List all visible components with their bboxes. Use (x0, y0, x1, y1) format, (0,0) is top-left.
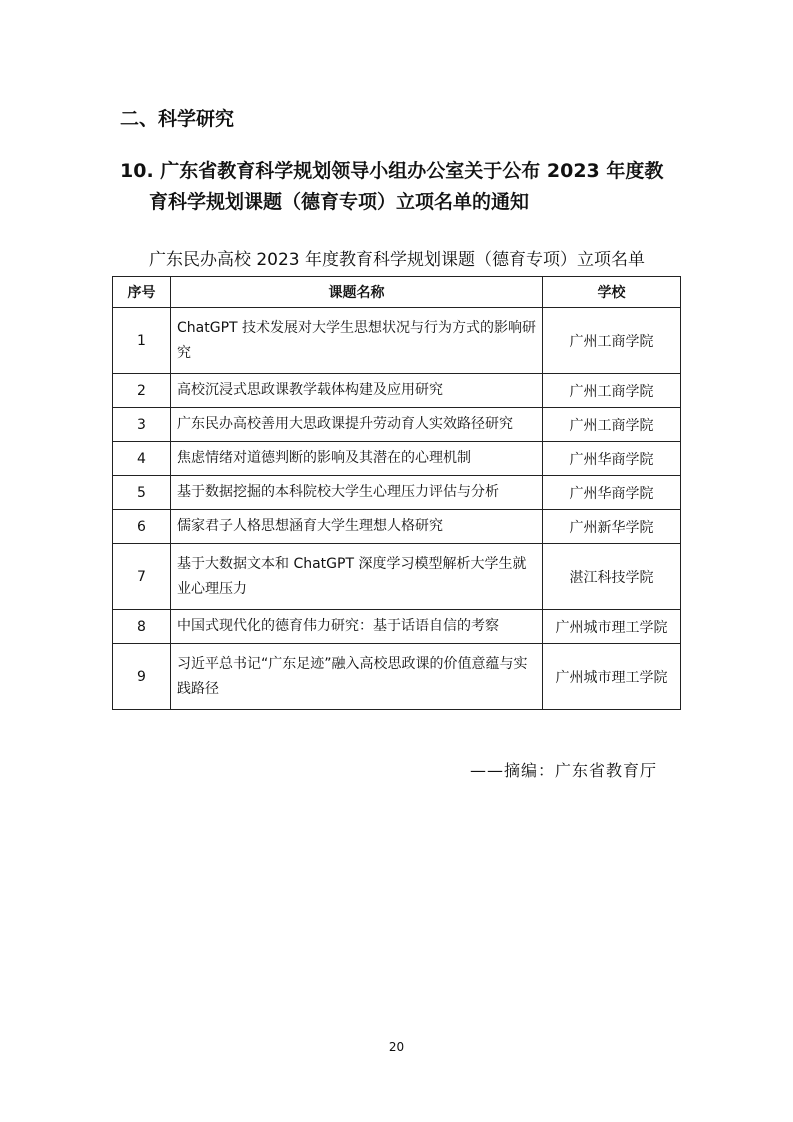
row-school: 广州新华学院 (543, 510, 681, 544)
table-row (113, 544, 681, 610)
header-topic: 课题名称 (171, 277, 543, 308)
table-caption: 广东民办高校 2023 年度教育科学规划课题（德育专项）立项名单 (148, 250, 646, 270)
section-heading: 二、科学研究 (120, 108, 235, 130)
row-number: 9 (113, 644, 171, 710)
row-topic: 焦虑情绪对道德判断的影响及其潜在的心理机制 (171, 442, 543, 476)
row-topic: 基于大数据文本和 ChatGPT 深度学习模型解析大学生就业心理压力 (171, 544, 543, 610)
row-topic: 习近平总书记“广东足迹”融入高校思政课的价值意蕴与实践路径 (171, 644, 543, 710)
row-number: 3 (113, 408, 171, 442)
row-topic: 高校沉浸式思政课教学载体构建及应用研究 (171, 374, 543, 408)
table-row (113, 510, 681, 544)
notice-title-line1: 10. 广东省教育科学规划领导小组办公室关于公布 2023 年度教 (120, 160, 664, 182)
row-topic: 中国式现代化的德育伟力研究：基于话语自信的考察 (171, 610, 543, 644)
row-school: 广州城市理工学院 (543, 610, 681, 644)
notice-title (120, 156, 680, 218)
row-school: 广州华商学院 (543, 476, 681, 510)
row-topic: 儒家君子人格思想涵育大学生理想人格研究 (171, 510, 543, 544)
table-row (113, 476, 681, 510)
header-school: 学校 (543, 277, 681, 308)
row-school: 广州工商学院 (543, 308, 681, 374)
table-row (113, 408, 681, 442)
notice-title-line2: 育科学规划课题（德育专项）立项名单的通知 (149, 191, 530, 213)
row-school: 广州城市理工学院 (543, 644, 681, 710)
project-table (112, 276, 681, 710)
row-number: 7 (113, 544, 171, 610)
row-topic: 基于数据挖掘的本科院校大学生心理压力评估与分析 (171, 476, 543, 510)
row-number: 6 (113, 510, 171, 544)
header-number: 序号 (113, 277, 171, 308)
row-number: 5 (113, 476, 171, 510)
row-school: 广州华商学院 (543, 442, 681, 476)
row-school: 广州工商学院 (543, 408, 681, 442)
table-row (113, 308, 681, 374)
table-row (113, 442, 681, 476)
row-topic: ChatGPT 技术发展对大学生思想状况与行为方式的影响研究 (171, 308, 543, 374)
row-number: 2 (113, 374, 171, 408)
table-row (113, 610, 681, 644)
table-row (113, 644, 681, 710)
table-row (113, 374, 681, 408)
source-attribution: ——摘编：广东省教育厅 (470, 761, 658, 780)
row-number: 8 (113, 610, 171, 644)
page-number: 20 (388, 1040, 405, 1054)
row-school: 广州工商学院 (543, 374, 681, 408)
row-number: 4 (113, 442, 171, 476)
table-header-row (113, 277, 681, 308)
row-school: 湛江科技学院 (543, 544, 681, 610)
row-number: 1 (113, 308, 171, 374)
row-topic: 广东民办高校善用大思政课提升劳动育人实效路径研究 (171, 408, 543, 442)
